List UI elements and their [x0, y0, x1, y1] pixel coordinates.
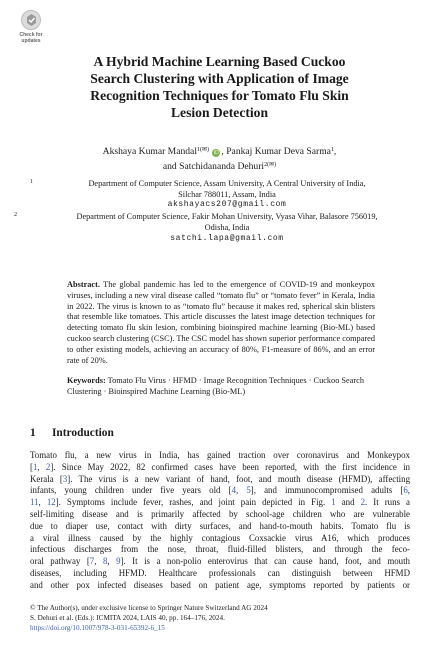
check-updates-icon [21, 10, 41, 30]
body-text-segment: ]. Symptoms include fever, rashes, and joint pain depicted in Fig. [55, 497, 332, 508]
doi-link[interactable]: https://doi.org/10.1007/978-3-031-65392-6_15 [30, 623, 165, 632]
body-line [30, 450, 410, 462]
affiliation-line: Department of Computer Science, Fakir Mohan University, Vyasa Vihar, Balasore 756019, [76, 212, 378, 222]
title-line: A Hybrid Machine Learning Based Cuckoo [93, 54, 346, 69]
title-line: Lesion Detection [170, 105, 269, 120]
body-text-segment: , [407, 485, 411, 496]
copyright-line: © The Author(s), under exclusive license to Springer Nature Switzerland AG 2024 [30, 604, 268, 612]
body-line [30, 533, 410, 545]
affiliation-line: Silchar 788011, Assam, India [178, 189, 276, 199]
citation-link[interactable]: 7 [89, 556, 95, 567]
abstract [67, 280, 375, 366]
body-line [30, 556, 410, 568]
body-text-segment: , [236, 485, 247, 496]
citation-link[interactable]: 2 [45, 461, 51, 472]
body-text-segment: a viral illness caused by the highly contagious Coxsackie virus A16, which produces [30, 532, 410, 543]
citation-link[interactable]: 11 [30, 497, 39, 508]
body-line [30, 497, 410, 509]
author-name[interactable]: Akshaya Kumar Mandal [102, 146, 197, 157]
body-line [30, 544, 410, 556]
body-text-segment: , [38, 497, 47, 508]
badge-line-2: updates [21, 38, 41, 44]
abstract-label: Abstract. [67, 280, 100, 289]
email-link[interactable]: satchi.lapa@gmail.com [170, 233, 284, 243]
author-name[interactable]: and Satchidananda Dehuri [162, 160, 265, 172]
body-text-segment: due to diaper use, contact with dirty surfaces, and hand-to-mouth habits. Tomato flu is [30, 520, 410, 531]
badge-line-1: Check for [19, 32, 43, 38]
body-line [30, 509, 410, 521]
body-text-segment: , [37, 461, 46, 472]
affiliation-line: Odisha, India [204, 222, 250, 232]
body-line [30, 485, 410, 497]
affiliations [14, 179, 422, 244]
body-text [30, 450, 410, 592]
citation-link[interactable]: 3 [62, 473, 68, 484]
body-text-segment: and other pox infected diseases based on patient age, symptoms reported by patients or [30, 579, 410, 590]
body-text-segment: self-limiting disease and is primarily affected by school-age children who are vulnerable [30, 508, 410, 519]
body-line [30, 521, 410, 533]
body-line [30, 474, 410, 486]
body-text-segment: , [107, 556, 117, 567]
body-text-segment: , [94, 556, 103, 567]
body-text-segment: [ [30, 461, 33, 472]
affiliation-line: Department of Computer Science, Assam University, A Central University of India, [88, 179, 366, 188]
body-text-segment: infectious discharges from the nose, throat, fluid-filled blisters, and through the feco- [30, 544, 410, 555]
citation-link[interactable]: 2 [360, 497, 366, 508]
author-superscript: 1(✉) [196, 147, 210, 153]
body-text-segment: Tomato flu, a new virus in India, has gained traction over coronavirus and Monkeypox [30, 450, 410, 460]
orcid-icon[interactable]: iD [214, 150, 219, 156]
author-superscript: 1 [330, 147, 334, 153]
citation-link[interactable]: 5 [246, 485, 251, 496]
author-name[interactable]: , Pankaj Kumar Deva Sarma [221, 146, 331, 157]
affiliation-number: 2 [14, 212, 17, 219]
section-title: Introduction [52, 427, 114, 439]
check-updates-label [14, 32, 48, 44]
citation-link[interactable]: 6 [403, 485, 408, 496]
affiliation-1 [32, 179, 422, 211]
author-list: Akshaya Kumar Mandal$^{1(✉)}$ iD , Pankaj Kumar Deva Sarma$^1$, and Satchidananda Dehuri$^{2(✉)}$ [102, 146, 337, 172]
body-text-segment: . It runs a [365, 497, 410, 508]
email-link[interactable]: akshayacs207@gmail.com [167, 200, 287, 210]
body-text-segment: oral pathway [ [30, 556, 90, 567]
title-line: Search Clustering with Application of Image [90, 71, 349, 86]
citation-link[interactable]: 8 [102, 556, 108, 567]
body-text-segment: ]. Since May 2022, 82 confirmed cases have been reported, with the first incidence in [50, 461, 410, 472]
citation-link[interactable]: 1 [32, 461, 38, 472]
citation-link[interactable]: 12 [46, 497, 56, 508]
section-heading [30, 427, 114, 439]
body-text-segment: and [335, 497, 361, 508]
abstract-text: The global pandemic has led to the emergence of COVID-19 and monkeypox viruses, including a new viral disease called “tomato flu” or “tomato fever” in Kerala, India in 2022. The virus is known to as “tomato flu” because it makes red, spherical skin blisters that resemble like tomatoes. This article discusses the latest image detection techniques for detecting tomato flu skin lesion, combining bioinspired machine learning (Bio-ML) based cuckoo search clustering (CSC). The CSC model has shown superior performance compared to other existing models, achieving an accuracy of 80%, F1-measure of 86%, and an error rate of 20%. [67, 280, 375, 365]
body-text-segment: ], and immunocompromised adults [ [250, 485, 404, 496]
body-line [30, 568, 410, 580]
keywords-label: Keywords: [67, 376, 106, 385]
author-superscript: 2(✉) [264, 161, 277, 168]
body-text-segment: ]. The virus is a new variant of hand, foot, and mouth disease (HFMD), affecting [67, 473, 411, 484]
citation-link[interactable]: 1 [331, 497, 336, 508]
affiliation-2 [14, 212, 422, 244]
body-text-segment: Kerala [ [30, 473, 63, 484]
citation-line: S. Dehuri et al. (Eds.): ICMITA 2024, LAIS 40, pp. 164–176, 2024. [30, 613, 225, 622]
body-text-segment: infants, young children under five years old [ [30, 485, 232, 496]
title-line: Recognition Techniques for Tomato Flu Skin [90, 88, 349, 103]
keywords-text: Tomato Flu Virus · HFMD · Image Recognition Techniques · Cuckoo Search Clustering · Bioinspired Machine Learning (Bio-ML) [67, 376, 365, 396]
body-text-segment: ]. It is a non-polio enterovirus that can cause hand, foot, and mouth [120, 556, 410, 567]
section-number: 1 [30, 427, 36, 439]
copyright-footer [30, 604, 420, 633]
keywords [67, 376, 375, 398]
check-for-updates-badge[interactable] [18, 10, 44, 48]
body-text-segment: diseases, including HFMD. Healthcare professionals can distinguish between HFMD [30, 567, 410, 578]
affiliation-number: 1 [30, 179, 33, 185]
paper-title [40, 53, 399, 121]
body-line [30, 580, 410, 592]
body-line [30, 462, 410, 474]
citation-link[interactable]: 9 [116, 556, 121, 567]
citation-link[interactable]: 4 [231, 485, 236, 496]
